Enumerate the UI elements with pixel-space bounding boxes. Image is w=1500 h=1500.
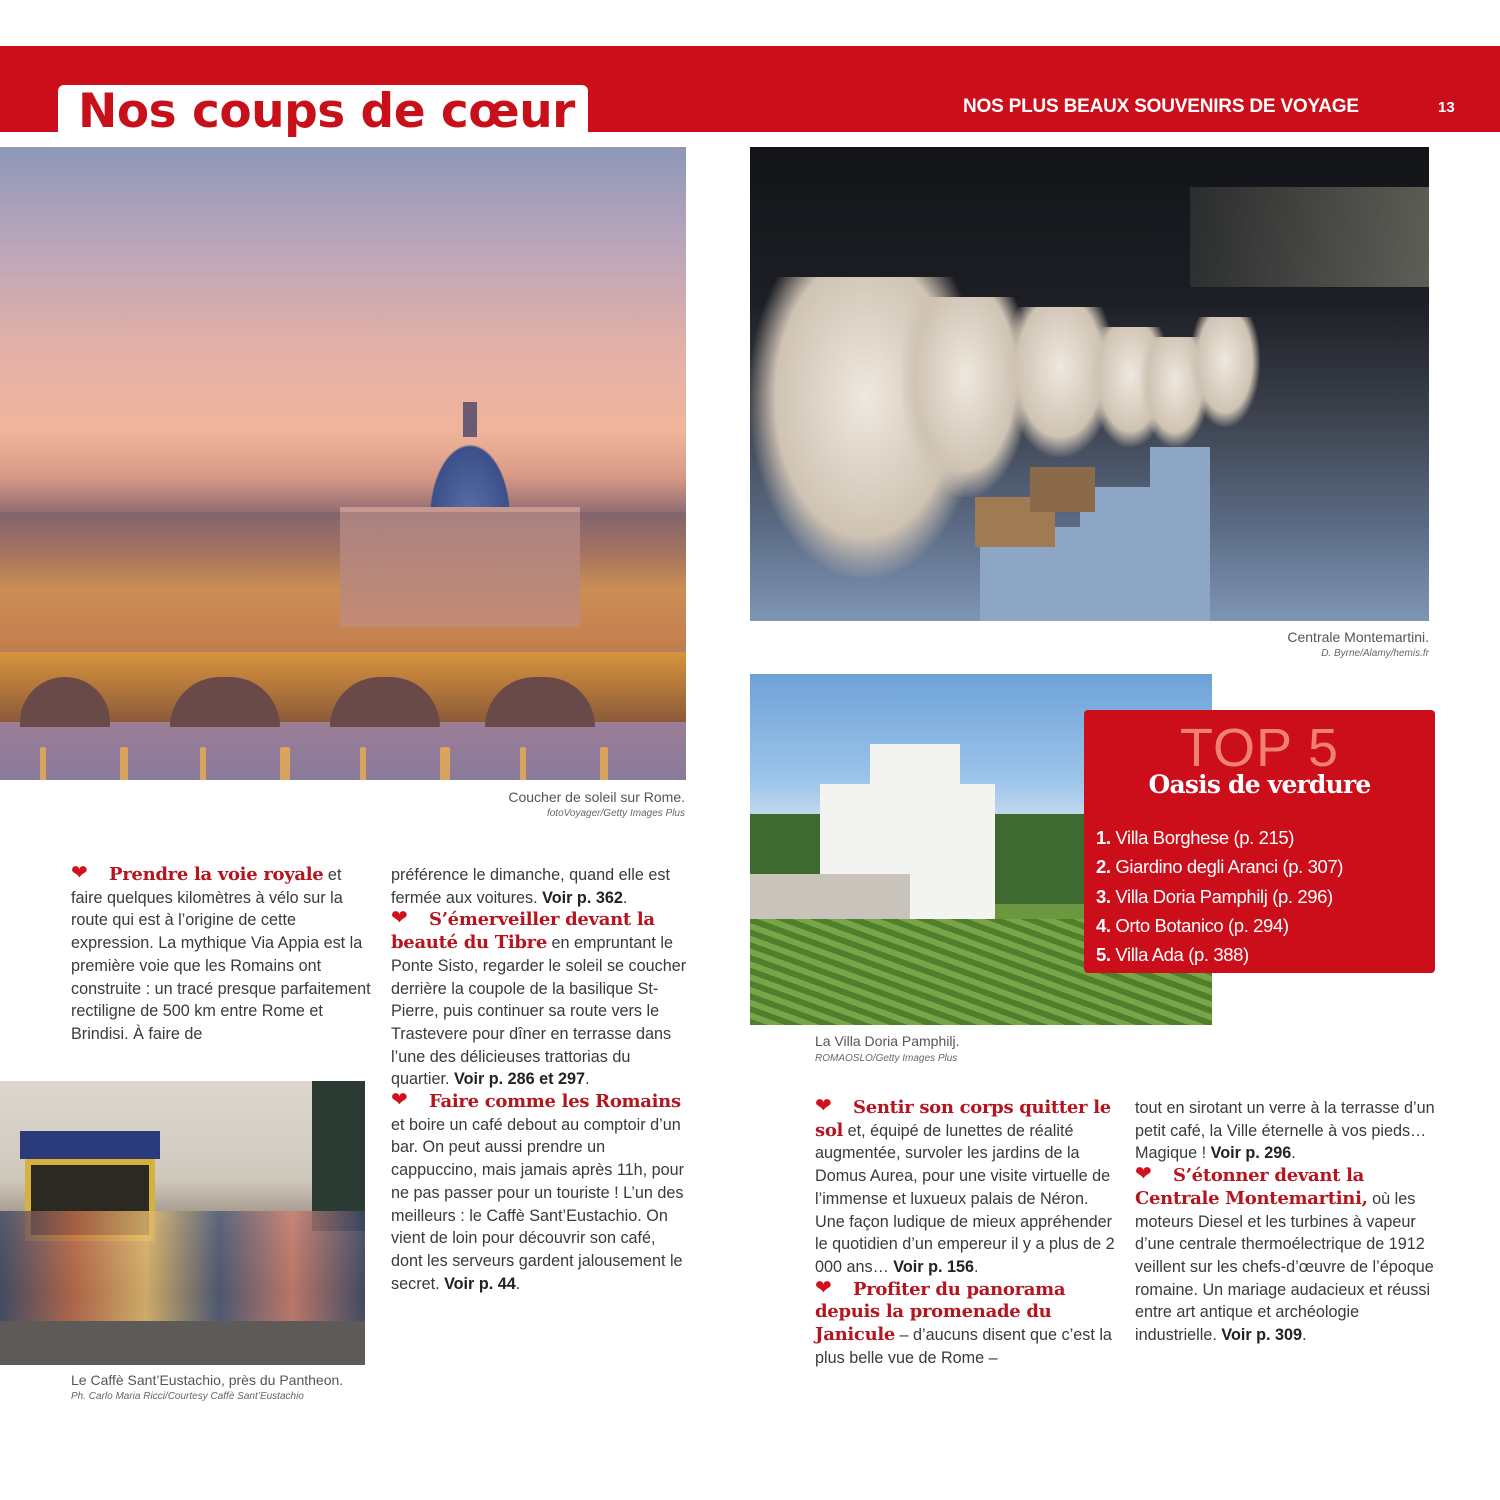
cafe-sign: [20, 1131, 160, 1159]
top5-box: [1084, 710, 1435, 973]
city-shape: [0, 512, 686, 642]
window-shape: [1190, 187, 1429, 287]
item-body: – d’aucuns disent que c’est la plus belle vue de Rome –: [815, 1326, 1112, 1367]
caption-cafe: Le Caffè Sant’Eustachio, près du Pantheon.: [71, 1372, 344, 1388]
page-reference: Voir p. 44: [444, 1274, 516, 1293]
reflection: [40, 747, 46, 780]
item-body: et faire quelques kilomètres à vélo sur la route qui est à l’origine de cette expression. La mythique Via Appia est la première voie que les Romains ont construite : un tracé presque parfaitement rectiligne de 500 km entre Rome et Brindisi. À faire de: [71, 866, 371, 1043]
pavement: [0, 1321, 365, 1365]
plinth: [1030, 467, 1095, 512]
villa-tower: [870, 744, 960, 789]
page-reference: Voir p. 309: [1221, 1326, 1303, 1345]
top5-label: TOP 5: [1179, 718, 1340, 778]
text-column-4: [1135, 1097, 1435, 1347]
page-title: Nos coups de cœur: [78, 84, 575, 139]
item-voie-royale-cont: [391, 864, 691, 909]
bust-6: [1190, 317, 1260, 427]
top5-item-text: Villa Borghese (p. 215): [1115, 827, 1295, 848]
photo-montemartini: [750, 147, 1429, 621]
reflection: [280, 747, 290, 780]
item-lead: Prendre la voie royale: [109, 864, 324, 885]
top5-item-number: 3.: [1096, 885, 1111, 907]
photo-rome-sunset: [0, 147, 686, 780]
item-janicule: [815, 1276, 1115, 1370]
punctuation: .: [585, 1070, 590, 1089]
reflection: [360, 747, 366, 780]
item-body: où les moteurs Diesel et les turbines à vapeur d’une centrale thermoélectrique de 1912 veillent sur les chefs-d’œuvre de l’époque romaine. Un mariage audacieux et réussi entre art antique et archéologie industrielle.: [1135, 1189, 1434, 1345]
top5-item: [1096, 940, 1343, 969]
top5-item-text: Villa Ada (p. 388): [1115, 944, 1249, 966]
caption-montemartini: Centrale Montemartini.: [1287, 629, 1429, 645]
top5-item-text: Villa Doria Pamphilj (p. 296): [1115, 885, 1333, 907]
item-romains: [391, 1091, 691, 1295]
crowd: [0, 1211, 365, 1321]
item-domus-aurea: [815, 1097, 1115, 1279]
item-janicule-cont: [1135, 1097, 1435, 1165]
punctuation: .: [515, 1274, 521, 1293]
item-body-cont: préférence le dimanche, quand elle est fermée aux voitures.: [391, 866, 670, 907]
text-column-1: [71, 864, 371, 1046]
top5-item: [1096, 823, 1343, 852]
credit-rome: fotoVoyager/Getty Images Plus: [546, 808, 685, 819]
credit-montemartini: D. Byrne/Alamy/hemis.fr: [1321, 648, 1429, 659]
item-body: et boire un café debout au comptoir d’un bar. On peut aussi prendre un cappuccino, mais jamais après 11h, pour ne pas passer pour un touriste ! L’un des meilleurs : le Caffè Sant’Eustachio. On vient de loin pour découvrir son café, dont les serveurs gardent jalousement le secret.: [391, 1115, 685, 1293]
reflection: [200, 747, 206, 780]
lantern-shape: [463, 402, 477, 437]
top5-item: [1096, 882, 1343, 911]
top5-list: [1096, 823, 1343, 969]
item-lead: Sentir son corps quitter le sol: [815, 1097, 1111, 1141]
window-shutter: [312, 1081, 365, 1231]
top5-item-text: Orto Botanico (p. 294): [1115, 914, 1289, 936]
text-column-2: [391, 864, 691, 1295]
credit-villa: ROMAOSLO/Getty Images Plus: [815, 1053, 958, 1064]
top5-item: [1096, 852, 1343, 881]
heart-icon: ❤: [815, 1276, 832, 1299]
reflection: [600, 747, 608, 780]
reflection: [120, 747, 128, 780]
heart-icon: ❤: [815, 1095, 832, 1117]
top5-item-number: 1.: [1096, 827, 1111, 848]
punctuation: .: [1291, 1144, 1296, 1163]
top5-item-text: Giardino degli Aranci (p. 307): [1115, 856, 1343, 878]
top5-item-number: 5.: [1096, 944, 1111, 966]
item-lead: Faire comme les Romains: [429, 1091, 681, 1113]
item-tibre: [391, 909, 691, 1091]
item-lead: S’émerveiller devant la beauté du Tibre: [391, 909, 655, 954]
page-reference: Voir p. 286 et 297: [454, 1070, 586, 1089]
item-lead: Profiter du panorama depuis la promenade du Janicule: [815, 1278, 1066, 1346]
credit-cafe: Ph. Carlo Maria Ricci/Courtesy Caffè Sant’Eustachio: [71, 1391, 304, 1402]
dome-shape: [420, 427, 520, 517]
punctuation: .: [973, 1257, 979, 1276]
item-body: et, équipé de lunettes de réalité augmentée, survoler les jardins de la Domus Aurea, pour une visite virtuelle de l’immense et luxueux palais de Néron. Une façon ludique de mieux appréhender le quotidien d’un empereur il y a plus de 2 000 ans…: [815, 1121, 1115, 1276]
photo-caffe-sant-eustachio: [0, 1081, 365, 1365]
punctuation: .: [1302, 1326, 1307, 1345]
caption-rome: Coucher de soleil sur Rome.: [508, 789, 685, 805]
heart-icon: ❤: [391, 1089, 408, 1112]
reflection: [520, 747, 526, 780]
pedestal: [1150, 447, 1210, 621]
heart-icon: ❤: [391, 907, 408, 930]
caption-villa: La Villa Doria Pamphilj.: [815, 1033, 960, 1049]
heart-icon: ❤: [71, 862, 88, 884]
page-reference: Voir p. 156: [893, 1257, 974, 1276]
page-reference: Voir p. 296: [1210, 1144, 1292, 1163]
text-column-3: [815, 1097, 1115, 1369]
item-montemartini: [1135, 1165, 1435, 1347]
item-lead: S’étonner devant la Centrale Montemartini,: [1135, 1165, 1368, 1209]
top5-item-number: 2.: [1096, 856, 1111, 878]
page-reference: Voir p. 362: [542, 888, 623, 907]
punctuation: .: [622, 888, 628, 907]
item-body: en empruntant le Ponte Sisto, regarder le soleil se coucher derrière la coupole de la basilique St-Pierre, puis continuer sa route vers le Trastevere pour dîner en terrasse dans l’une des délicieuses trattorias du quartier.: [391, 934, 687, 1089]
page-number: 13: [1438, 99, 1455, 116]
top5-item: [1096, 911, 1343, 940]
reflection: [440, 747, 450, 780]
heart-icon: ❤: [1135, 1163, 1152, 1186]
running-head: NOS PLUS BEAUX SOUVENIRS DE VOYAGE: [963, 96, 1359, 117]
item-body-cont: tout en sirotant un verre à la terrasse d’un petit café, la Ville éternelle à vos pieds… Magique !: [1135, 1099, 1435, 1163]
top5-item-number: 4.: [1096, 914, 1111, 936]
item-voie-royale: [71, 864, 371, 1046]
top5-subtitle: Oasis de verdure: [1148, 770, 1371, 799]
